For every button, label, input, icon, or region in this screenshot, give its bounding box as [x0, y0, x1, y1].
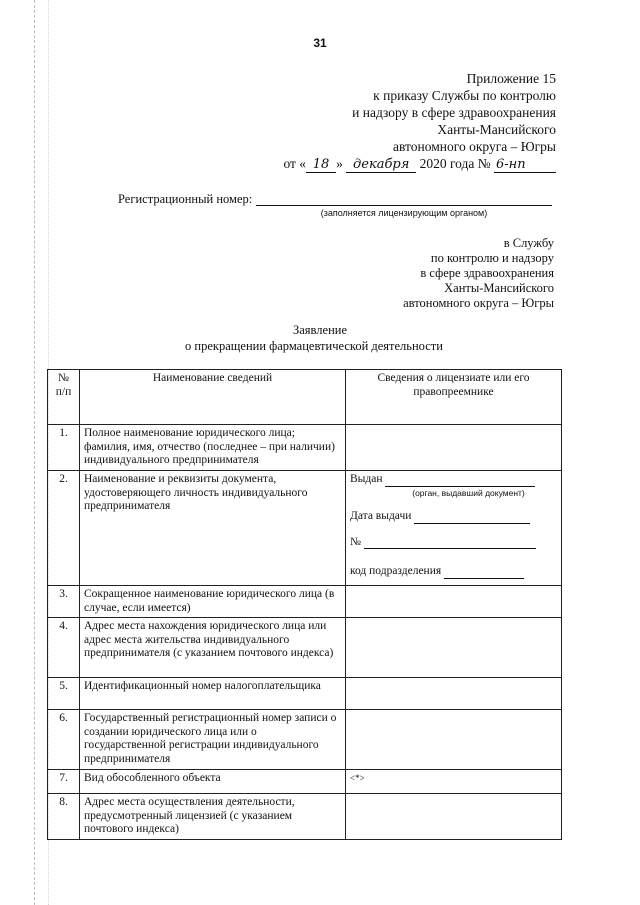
addressee-line: в сфере здравоохранения — [420, 266, 554, 280]
row-value-field[interactable] — [346, 794, 562, 840]
table-row — [48, 425, 562, 471]
order-date-line — [283, 155, 556, 173]
order-month: декабря — [346, 158, 416, 173]
row-value-field[interactable] — [346, 618, 562, 678]
appendix-header — [283, 70, 556, 173]
addressee-line: по контролю и надзору — [430, 251, 554, 265]
appendix-line: к приказу Службы по контролю — [373, 88, 556, 103]
order-prefix: от « — [283, 156, 307, 171]
addressee-block — [403, 236, 554, 311]
row-num: 8. — [48, 794, 80, 840]
row-label: Наименование и реквизиты документа, удостоверяющего личность индивидуального предпринимателя — [80, 471, 346, 586]
row-value-field[interactable] — [346, 710, 562, 770]
statement-subtitle: о прекращении фармацевтической деятельности — [185, 339, 443, 353]
table-row — [48, 586, 562, 618]
row-num: 2. — [48, 471, 80, 586]
header-info: Сведения о лицензиате или его правопреемнике — [346, 370, 562, 425]
row-label: Полное наименование юридического лица; фамилия, имя, отчество (последнее – при наличии) индивидуального предпринимателя — [80, 425, 346, 471]
statement-title: Заявление — [292, 323, 347, 337]
row-value-field[interactable] — [346, 425, 562, 471]
document-number-label: № — [350, 535, 361, 548]
table-row — [48, 618, 562, 678]
row-label: Идентификационный номер налогоплательщика — [80, 678, 346, 710]
appendix-line: и надзору в сфере здравоохранения — [352, 105, 556, 120]
issued-note: (орган, выдавший документ) — [412, 487, 525, 498]
table-row — [48, 678, 562, 710]
license-info-table — [47, 369, 562, 840]
registration-note: (заполняется лицензирующим органом) — [320, 208, 488, 218]
division-code-field[interactable] — [350, 565, 557, 579]
issue-date-field[interactable] — [350, 510, 557, 524]
row-num: 6. — [48, 710, 80, 770]
page-number: 31 — [313, 36, 327, 50]
appendix-line: Ханты-Мансийского — [437, 122, 556, 137]
issue-date-label: Дата выдачи — [350, 510, 412, 522]
row-label: Адрес места осуществления деятельности, предусмотренный лицензией (с указанием почтового индекса) — [80, 794, 346, 840]
row-label: Государственный регистрационный номер записи о создании юридического лица или о государственной регистрации индивидуального предпринимателя — [80, 710, 346, 770]
table-row — [48, 770, 562, 794]
addressee-line: автономного округа – Югры — [403, 296, 554, 310]
table-row — [48, 794, 562, 840]
addressee-line: в Службу — [503, 236, 554, 250]
order-mid: » — [336, 156, 343, 171]
table-header-row — [48, 370, 562, 425]
appendix-line: автономного округа – Югры — [393, 139, 556, 154]
footnote-marker: <*> — [350, 773, 365, 783]
document-number-field[interactable] — [350, 536, 557, 550]
row-num: 5. — [48, 678, 80, 710]
registration-number-field[interactable] — [256, 205, 552, 206]
row-value-field[interactable] — [346, 586, 562, 618]
row-value-field[interactable] — [346, 678, 562, 710]
row-num: 4. — [48, 618, 80, 678]
row-value-field[interactable] — [346, 770, 562, 794]
order-number: 6-нп — [494, 158, 556, 173]
order-year: 2020 года № — [419, 156, 491, 171]
margin-line — [34, 0, 35, 905]
header-num: № п/п — [48, 370, 80, 425]
table-row — [48, 710, 562, 770]
row-num: 1. — [48, 425, 80, 471]
division-code-label: код подразделения — [350, 565, 442, 577]
row-value-identity-document — [346, 471, 562, 586]
issued-field[interactable] — [350, 473, 557, 487]
registration-label: Регистрационный номер: — [118, 192, 253, 206]
appendix-line: Приложение 15 — [466, 71, 556, 86]
row-label: Адрес места нахождения юридического лица или адрес места жительства индивидуального предпринимателя (с указанием почтового индекса) — [80, 618, 346, 678]
row-num: 3. — [48, 586, 80, 618]
row-num: 7. — [48, 770, 80, 794]
row-label: Вид обособленного объекта — [80, 770, 346, 794]
addressee-line: Ханты-Мансийского — [444, 281, 554, 295]
order-day: 18 — [306, 158, 336, 173]
header-name: Наименование сведений — [80, 370, 346, 425]
row-label: Сокращенное наименование юридического лица (в случае, если имеется) — [80, 586, 346, 618]
issued-label: Выдан — [350, 473, 383, 485]
table-row — [48, 471, 562, 586]
